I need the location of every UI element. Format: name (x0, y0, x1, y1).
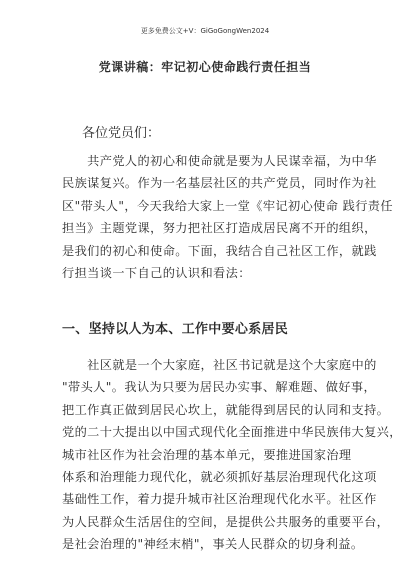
paragraph-line: 行担当谈一下自己的认识和看法： (62, 266, 251, 281)
paragraph-line: 是社会治理的"神经末梢"，事关人民群众的切身利益。 (62, 537, 364, 552)
section-heading: 一、坚持以人为本、工作中要心系居民 (62, 322, 289, 337)
paragraph-line: 社区就是一个大家庭，社区书记就是这个大家庭中的 (62, 358, 377, 372)
document-title: 党课讲稿：牢记初心使命践行责任担当 (98, 60, 312, 74)
paragraph-line: 城市社区作为社会治理的基本单元，要推进国家治理 (62, 447, 352, 462)
paragraph-2 (62, 354, 402, 556)
paragraph-line: 担当》主题党课，努力把社区打造成居民离不开的组织， (62, 221, 377, 236)
paragraph-line: 党的二十大提出以中国式现代化全面推进中华民族伟大复兴， (62, 425, 402, 440)
paragraph-line: 共产党人的初心和使命就是要为人民谋幸福，为中华 (62, 154, 377, 168)
paragraph-1 (62, 150, 393, 284)
paragraph-line: 体系和治理能力现代化，就必须抓好基层治理现代化这项 (62, 470, 377, 485)
salutation: 各位党员们： (82, 126, 161, 141)
paragraph-line: 民族谋复兴。作为一名基层社区的共产党员，同时作为社 (62, 176, 377, 191)
paragraph-line: "带头人"。我认为只要为居民办实事、解难题、做好事， (62, 380, 377, 395)
paragraph-line: 是我们的初心和使命。下面，我结合自己社区工作，就践 (62, 243, 377, 258)
header-note: 更多免费公文+V：GiGoGongWen2024 (140, 27, 270, 35)
paragraph-line: 基础性工作，着力提升城市社区治理现代化水平。社区作 (62, 492, 377, 507)
paragraph-line: 区"带头人"，今天我给大家上一堂《牢记初心使命 践行责任 (62, 198, 393, 213)
paragraph-line: 把工作真正做到居民心坎上，就能得到居民的认同和支持。 (62, 402, 390, 417)
paragraph-line: 为人民群众生活居住的空间，是提供公共服务的重要平台， (62, 514, 390, 529)
